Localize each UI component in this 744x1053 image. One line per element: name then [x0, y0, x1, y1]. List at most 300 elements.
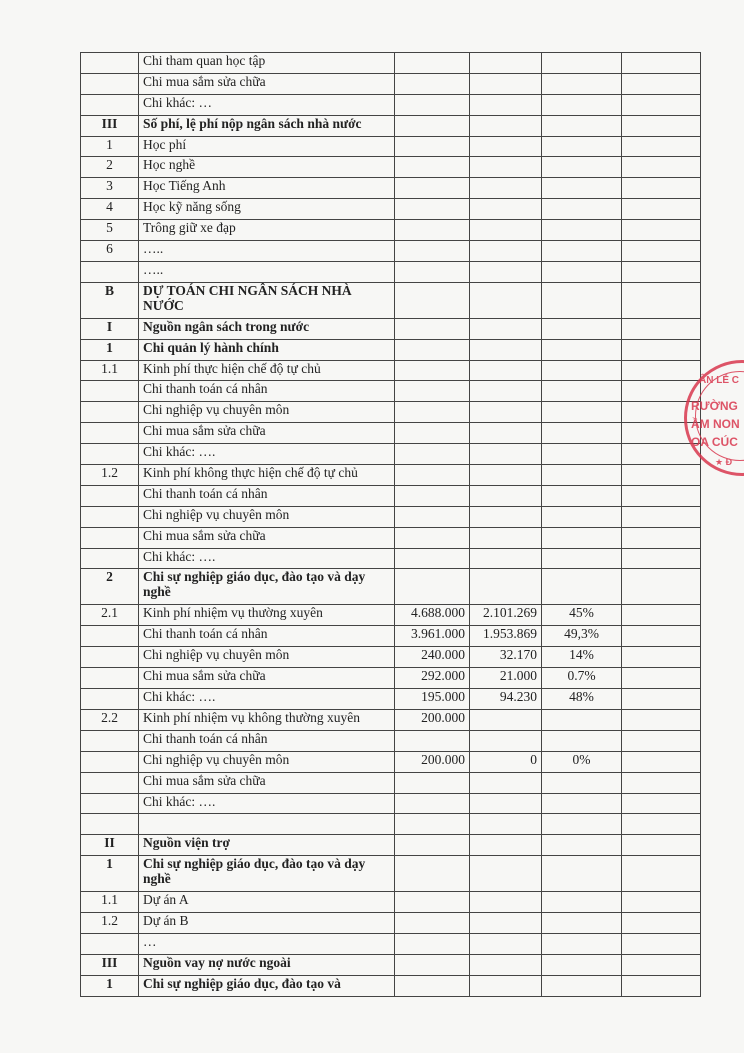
row-label: Chi tham quan học tập — [139, 53, 395, 74]
value-percent — [542, 178, 622, 199]
value-actual — [470, 892, 542, 913]
stamp-text: ÂN LỄ C — [699, 375, 739, 386]
value-estimate — [395, 402, 470, 423]
value-actual — [470, 199, 542, 220]
value-actual — [470, 360, 542, 381]
value-percent — [542, 199, 622, 220]
value-percent — [542, 933, 622, 954]
value-actual — [470, 856, 542, 892]
row-number — [81, 423, 139, 444]
value-estimate — [395, 772, 470, 793]
row-number: 1 — [81, 339, 139, 360]
row-label: Chi thanh toán cá nhân — [139, 730, 395, 751]
value-percent — [542, 444, 622, 465]
row-number: 6 — [81, 241, 139, 262]
table-row — [81, 709, 701, 730]
row-number: 1.2 — [81, 913, 139, 934]
value-percent — [542, 318, 622, 339]
budget-table-body — [81, 53, 701, 997]
row-number: 1 — [81, 136, 139, 157]
table-row — [81, 856, 701, 892]
row-label: Chi nghiệp vụ chuyên môn — [139, 751, 395, 772]
row-label: Nguồn vay nợ nước ngoài — [139, 954, 395, 975]
value-note — [622, 220, 701, 241]
table-row — [81, 444, 701, 465]
value-actual — [470, 178, 542, 199]
value-percent — [542, 954, 622, 975]
value-note — [622, 730, 701, 751]
value-actual — [470, 94, 542, 115]
value-percent — [542, 53, 622, 74]
row-label: Chi sự nghiệp giáo dục, đào tạo và dạy nghề — [139, 569, 395, 605]
row-number — [81, 402, 139, 423]
value-estimate: 200.000 — [395, 751, 470, 772]
stamp-text: RƯỜNG — [691, 399, 738, 413]
value-actual — [470, 157, 542, 178]
table-row — [81, 814, 701, 835]
value-estimate — [395, 53, 470, 74]
value-percent — [542, 913, 622, 934]
row-label: Nguồn viện trợ — [139, 835, 395, 856]
table-row — [81, 485, 701, 506]
value-note — [622, 527, 701, 548]
value-estimate — [395, 199, 470, 220]
value-estimate — [395, 913, 470, 934]
value-actual — [470, 569, 542, 605]
value-note — [622, 709, 701, 730]
row-label: Chi mua sắm sửa chữa — [139, 423, 395, 444]
table-row — [81, 115, 701, 136]
value-actual — [470, 933, 542, 954]
value-percent — [542, 856, 622, 892]
value-actual — [470, 709, 542, 730]
value-percent — [542, 282, 622, 318]
value-estimate — [395, 975, 470, 996]
value-actual: 94.230 — [470, 689, 542, 710]
value-note — [622, 282, 701, 318]
value-estimate — [395, 527, 470, 548]
row-number — [81, 814, 139, 835]
row-label: Chi khác: …. — [139, 548, 395, 569]
table-row — [81, 730, 701, 751]
value-percent — [542, 465, 622, 486]
row-label: Học phí — [139, 136, 395, 157]
value-actual — [470, 220, 542, 241]
value-estimate — [395, 157, 470, 178]
value-note — [622, 647, 701, 668]
value-estimate — [395, 381, 470, 402]
value-estimate — [395, 569, 470, 605]
value-estimate — [395, 835, 470, 856]
value-note — [622, 115, 701, 136]
row-number: III — [81, 954, 139, 975]
value-estimate: 240.000 — [395, 647, 470, 668]
value-note — [622, 94, 701, 115]
value-percent — [542, 261, 622, 282]
value-actual — [470, 282, 542, 318]
value-estimate: 292.000 — [395, 668, 470, 689]
value-estimate — [395, 360, 470, 381]
budget-table — [80, 52, 701, 997]
value-percent — [542, 94, 622, 115]
row-number — [81, 689, 139, 710]
table-row — [81, 975, 701, 996]
table-row — [81, 381, 701, 402]
value-percent — [542, 157, 622, 178]
row-number — [81, 548, 139, 569]
value-estimate: 3.961.000 — [395, 626, 470, 647]
row-label: Chi mua sắm sửa chữa — [139, 73, 395, 94]
value-estimate — [395, 94, 470, 115]
row-number — [81, 381, 139, 402]
value-actual — [470, 835, 542, 856]
value-note — [622, 506, 701, 527]
value-percent — [542, 975, 622, 996]
table-row — [81, 772, 701, 793]
row-number: 1.1 — [81, 360, 139, 381]
table-row — [81, 689, 701, 710]
value-actual — [470, 730, 542, 751]
value-percent — [542, 115, 622, 136]
value-percent — [542, 506, 622, 527]
value-note — [622, 73, 701, 94]
table-row — [81, 751, 701, 772]
value-percent — [542, 360, 622, 381]
value-estimate — [395, 220, 470, 241]
row-number: 1 — [81, 975, 139, 996]
value-note — [622, 444, 701, 465]
table-row — [81, 605, 701, 626]
row-number — [81, 94, 139, 115]
row-label: Chi mua sắm sửa chữa — [139, 527, 395, 548]
row-label: Kinh phí nhiệm vụ thường xuyên — [139, 605, 395, 626]
row-number: II — [81, 835, 139, 856]
value-estimate — [395, 444, 470, 465]
row-number: 1.1 — [81, 892, 139, 913]
row-label: Chi quản lý hành chính — [139, 339, 395, 360]
row-number: 2 — [81, 157, 139, 178]
value-percent — [542, 730, 622, 751]
row-label: Chi khác: …. — [139, 689, 395, 710]
value-actual: 0 — [470, 751, 542, 772]
value-note — [622, 975, 701, 996]
value-percent: 48% — [542, 689, 622, 710]
value-percent — [542, 709, 622, 730]
value-estimate: 200.000 — [395, 709, 470, 730]
value-actual — [470, 913, 542, 934]
row-number — [81, 730, 139, 751]
value-estimate: 195.000 — [395, 689, 470, 710]
row-label: Dự án B — [139, 913, 395, 934]
table-row — [81, 423, 701, 444]
value-percent: 14% — [542, 647, 622, 668]
row-number: B — [81, 282, 139, 318]
table-row — [81, 465, 701, 486]
value-estimate — [395, 178, 470, 199]
row-label: Chi nghiệp vụ chuyên môn — [139, 402, 395, 423]
row-number — [81, 527, 139, 548]
value-estimate — [395, 136, 470, 157]
table-row — [81, 136, 701, 157]
row-label: Học Tiếng Anh — [139, 178, 395, 199]
row-label: Chi nghiệp vụ chuyên môn — [139, 647, 395, 668]
table-row — [81, 626, 701, 647]
row-label: Chi thanh toán cá nhân — [139, 381, 395, 402]
row-label: Kinh phí nhiệm vụ không thường xuyên — [139, 709, 395, 730]
value-estimate — [395, 892, 470, 913]
table-row — [81, 402, 701, 423]
value-note — [622, 913, 701, 934]
value-actual — [470, 115, 542, 136]
row-number: I — [81, 318, 139, 339]
row-number — [81, 751, 139, 772]
value-estimate — [395, 548, 470, 569]
row-number — [81, 506, 139, 527]
row-label: Học nghề — [139, 157, 395, 178]
value-note — [622, 241, 701, 262]
value-note — [622, 465, 701, 486]
value-estimate — [395, 73, 470, 94]
row-number — [81, 626, 139, 647]
value-note — [622, 892, 701, 913]
row-label: Trông giữ xe đạp — [139, 220, 395, 241]
value-note — [622, 933, 701, 954]
row-label: Chi nghiệp vụ chuyên môn — [139, 506, 395, 527]
value-actual — [470, 548, 542, 569]
value-percent: 0% — [542, 751, 622, 772]
value-percent — [542, 73, 622, 94]
value-estimate — [395, 339, 470, 360]
row-label: ….. — [139, 261, 395, 282]
value-note — [622, 793, 701, 814]
table-row — [81, 793, 701, 814]
value-actual: 2.101.269 — [470, 605, 542, 626]
value-percent — [542, 548, 622, 569]
row-label: DỰ TOÁN CHI NGÂN SÁCH NHÀ NƯỚC — [139, 282, 395, 318]
stamp-text: OA CÚC — [691, 435, 738, 449]
table-row — [81, 318, 701, 339]
value-actual — [470, 53, 542, 74]
value-note — [622, 835, 701, 856]
table-row — [81, 53, 701, 74]
value-estimate — [395, 282, 470, 318]
value-actual — [470, 793, 542, 814]
value-estimate — [395, 485, 470, 506]
value-note — [622, 569, 701, 605]
value-percent — [542, 241, 622, 262]
row-number: 5 — [81, 220, 139, 241]
value-percent — [542, 220, 622, 241]
value-note — [622, 548, 701, 569]
row-label: Học kỹ năng sống — [139, 199, 395, 220]
table-row — [81, 954, 701, 975]
row-number — [81, 261, 139, 282]
row-number — [81, 73, 139, 94]
value-actual: 32.170 — [470, 647, 542, 668]
row-number: 2 — [81, 569, 139, 605]
table-row — [81, 569, 701, 605]
table-row — [81, 339, 701, 360]
row-number: 3 — [81, 178, 139, 199]
table-row — [81, 668, 701, 689]
value-actual — [470, 136, 542, 157]
table-row — [81, 527, 701, 548]
value-percent: 0.7% — [542, 668, 622, 689]
value-percent — [542, 814, 622, 835]
value-estimate — [395, 318, 470, 339]
value-estimate — [395, 115, 470, 136]
row-number — [81, 793, 139, 814]
value-percent — [542, 569, 622, 605]
table-row — [81, 73, 701, 94]
table-row — [81, 220, 701, 241]
value-note — [622, 157, 701, 178]
row-label: Chi sự nghiệp giáo dục, đào tạo và — [139, 975, 395, 996]
value-percent — [542, 339, 622, 360]
value-estimate — [395, 814, 470, 835]
value-estimate — [395, 465, 470, 486]
row-number: 2.2 — [81, 709, 139, 730]
value-note — [622, 485, 701, 506]
table-row — [81, 241, 701, 262]
value-actual — [470, 772, 542, 793]
value-percent: 49,3% — [542, 626, 622, 647]
value-note — [622, 626, 701, 647]
row-label: Chi thanh toán cá nhân — [139, 626, 395, 647]
row-label: … — [139, 933, 395, 954]
value-actual — [470, 485, 542, 506]
value-note — [622, 318, 701, 339]
row-label: Chi sự nghiệp giáo dục, đào tạo và dạy nghề — [139, 856, 395, 892]
value-note — [622, 199, 701, 220]
stamp-text: ★ Đ — [715, 457, 733, 467]
value-estimate — [395, 954, 470, 975]
value-estimate — [395, 793, 470, 814]
value-actual — [470, 241, 542, 262]
value-percent — [542, 793, 622, 814]
value-actual — [470, 423, 542, 444]
row-number: 1.2 — [81, 465, 139, 486]
value-percent — [542, 527, 622, 548]
value-actual: 1.953.869 — [470, 626, 542, 647]
value-note — [622, 136, 701, 157]
table-row — [81, 282, 701, 318]
table-row — [81, 178, 701, 199]
value-estimate — [395, 933, 470, 954]
value-estimate — [395, 506, 470, 527]
table-row — [81, 506, 701, 527]
value-note — [622, 605, 701, 626]
row-number: 4 — [81, 199, 139, 220]
row-label: Chi mua sắm sửa chữa — [139, 668, 395, 689]
value-note — [622, 53, 701, 74]
row-label — [139, 814, 395, 835]
value-note — [622, 339, 701, 360]
value-actual — [470, 814, 542, 835]
value-percent — [542, 835, 622, 856]
value-estimate — [395, 261, 470, 282]
row-number — [81, 933, 139, 954]
value-estimate — [395, 730, 470, 751]
value-percent — [542, 485, 622, 506]
value-note — [622, 668, 701, 689]
stamp-text: ẦM NON — [691, 417, 740, 431]
row-label: Số phí, lệ phí nộp ngân sách nhà nước — [139, 115, 395, 136]
row-label: Chi khác: … — [139, 94, 395, 115]
row-number: III — [81, 115, 139, 136]
row-label: Chi khác: …. — [139, 444, 395, 465]
row-label: Dự án A — [139, 892, 395, 913]
value-estimate — [395, 423, 470, 444]
row-number — [81, 668, 139, 689]
value-percent — [542, 381, 622, 402]
value-actual — [470, 506, 542, 527]
value-note — [622, 751, 701, 772]
value-actual — [470, 318, 542, 339]
value-actual — [470, 261, 542, 282]
value-percent — [542, 402, 622, 423]
row-number — [81, 772, 139, 793]
table-row — [81, 892, 701, 913]
value-percent — [542, 136, 622, 157]
table-row — [81, 913, 701, 934]
table-row — [81, 261, 701, 282]
value-actual — [470, 954, 542, 975]
value-percent — [542, 423, 622, 444]
value-actual — [470, 527, 542, 548]
row-label: Kinh phí không thực hiện chế độ tự chủ — [139, 465, 395, 486]
row-number — [81, 53, 139, 74]
value-note — [622, 954, 701, 975]
row-label: Chi thanh toán cá nhân — [139, 485, 395, 506]
value-estimate — [395, 241, 470, 262]
value-note — [622, 814, 701, 835]
row-label: Chi mua sắm sửa chữa — [139, 772, 395, 793]
value-actual — [470, 402, 542, 423]
table-row — [81, 199, 701, 220]
value-actual — [470, 73, 542, 94]
value-note — [622, 689, 701, 710]
row-number: 2.1 — [81, 605, 139, 626]
value-percent — [542, 892, 622, 913]
value-percent: 45% — [542, 605, 622, 626]
value-note — [622, 178, 701, 199]
table-row — [81, 157, 701, 178]
table-row — [81, 548, 701, 569]
value-actual — [470, 339, 542, 360]
table-row — [81, 360, 701, 381]
value-estimate — [395, 856, 470, 892]
row-label: Kinh phí thực hiện chế độ tự chủ — [139, 360, 395, 381]
value-note — [622, 772, 701, 793]
value-percent — [542, 772, 622, 793]
row-label: Nguồn ngân sách trong nước — [139, 318, 395, 339]
value-note — [622, 261, 701, 282]
value-note — [622, 360, 701, 381]
table-row — [81, 647, 701, 668]
table-row — [81, 94, 701, 115]
table-row — [81, 933, 701, 954]
row-number — [81, 444, 139, 465]
value-actual — [470, 975, 542, 996]
value-actual — [470, 444, 542, 465]
row-number: 1 — [81, 856, 139, 892]
row-number — [81, 647, 139, 668]
table-row — [81, 835, 701, 856]
value-estimate: 4.688.000 — [395, 605, 470, 626]
value-note — [622, 856, 701, 892]
value-actual — [470, 465, 542, 486]
